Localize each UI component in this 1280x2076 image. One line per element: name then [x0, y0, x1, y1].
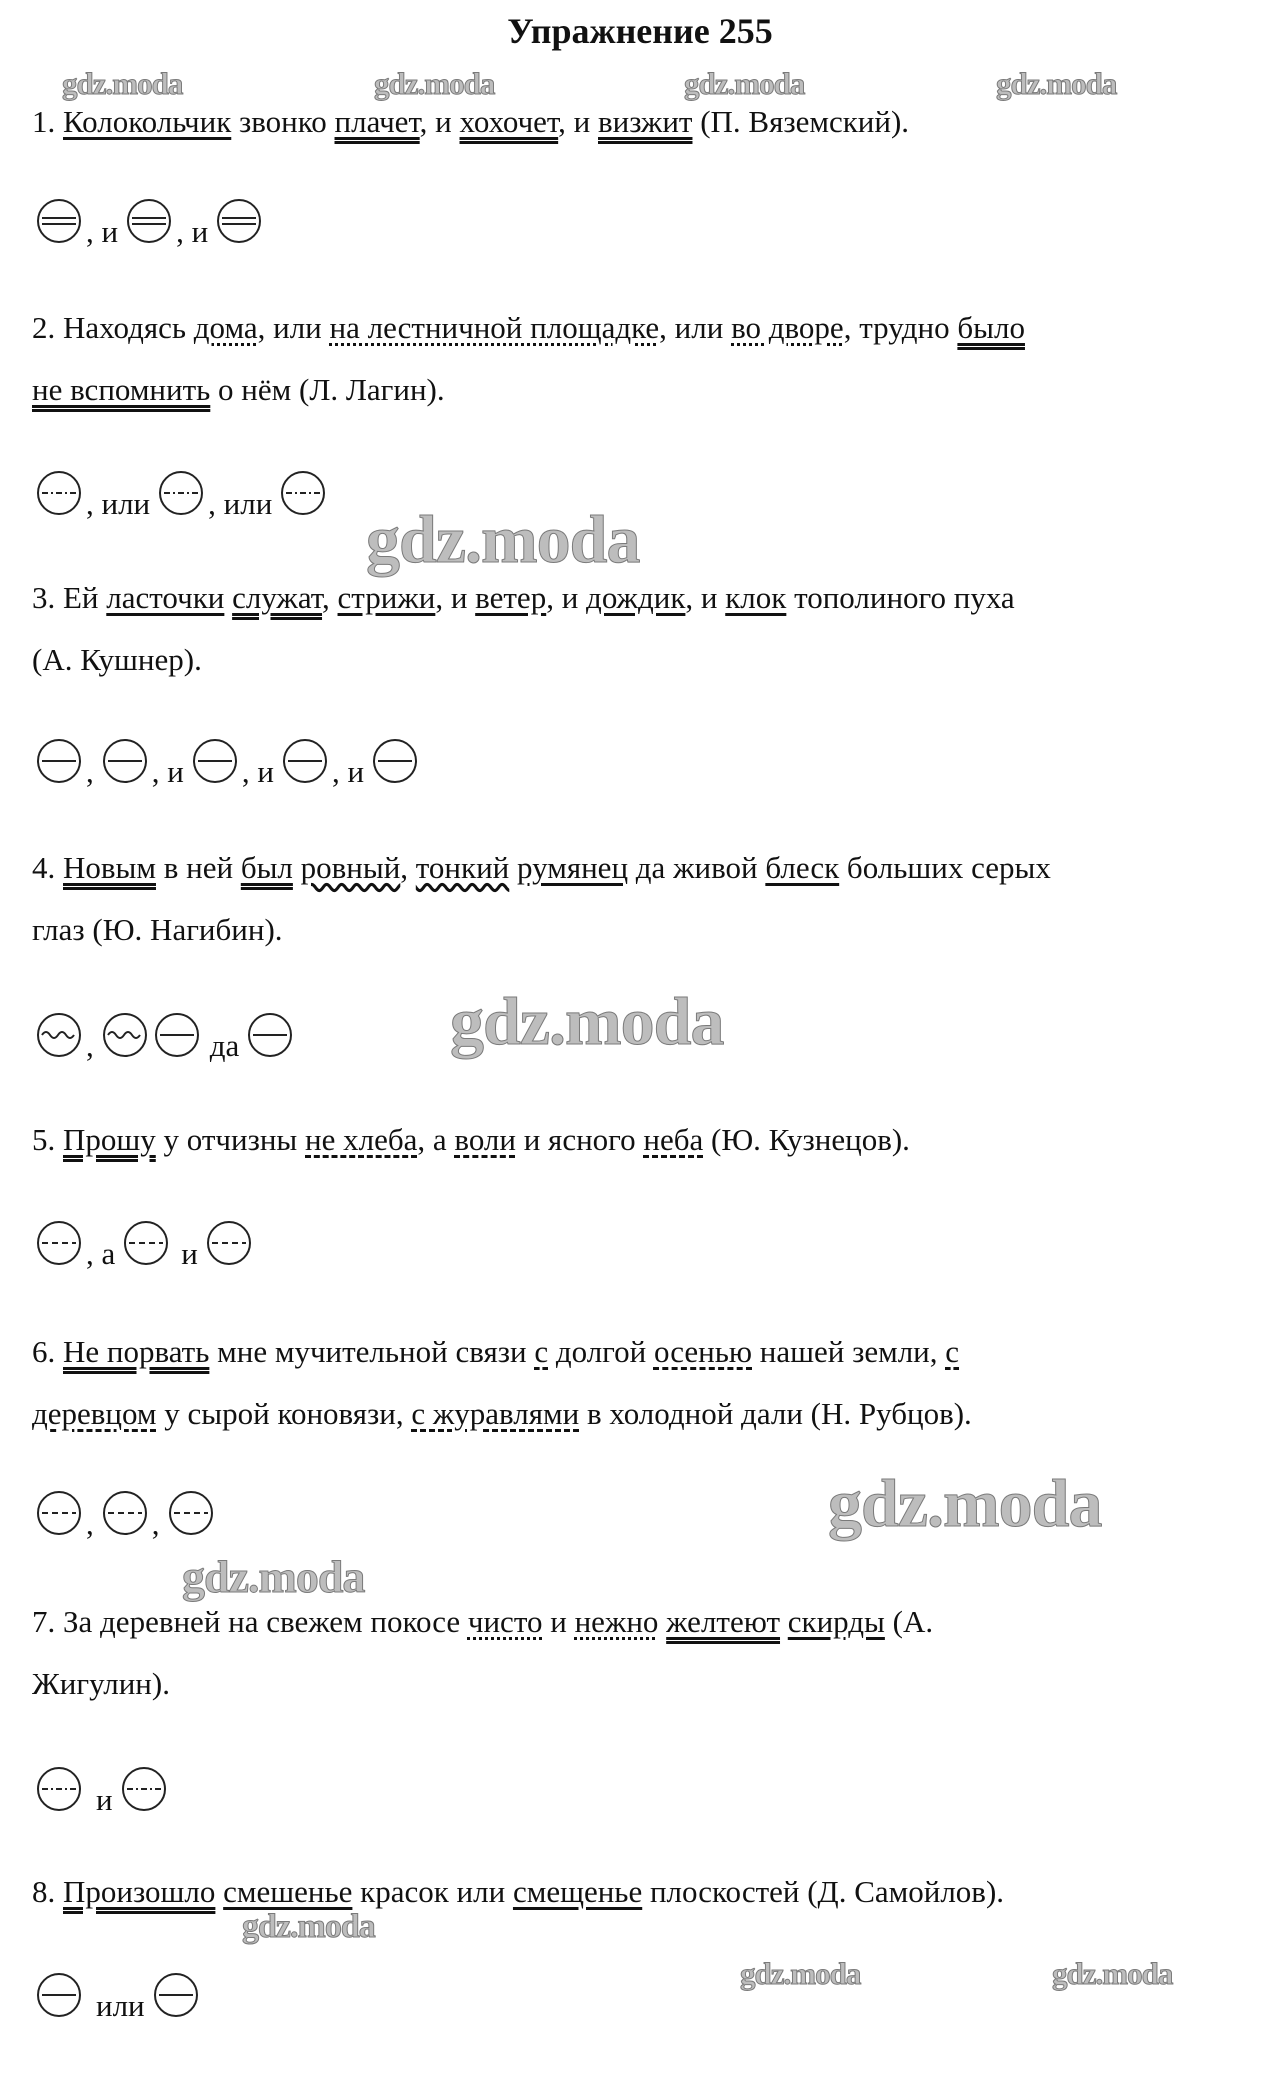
scheme-2: , или , или	[36, 470, 326, 516]
predicate: хохочет	[459, 104, 559, 139]
object: деревцом	[32, 1396, 157, 1431]
subject: блеск	[765, 850, 840, 885]
scheme-8: или	[36, 1972, 199, 2018]
predicate: было	[957, 310, 1025, 345]
watermark: gdz.moda	[366, 501, 640, 577]
attribute: ровный	[300, 850, 401, 885]
circle-dashed-icon	[36, 1220, 82, 1266]
object: с журавлями	[411, 1396, 580, 1431]
scheme-6: , ,	[36, 1490, 214, 1536]
adverbial: во дворе	[731, 310, 844, 345]
sentence-2: 2. Находясь дома, или на лестничной площадке, или во дворе, трудно было	[32, 310, 1025, 345]
subject: стрижи	[337, 580, 436, 615]
watermark: gdz.moda	[450, 983, 724, 1059]
sentence-2-line-2: не вспомнить о нём (Л. Лагин).	[32, 372, 445, 407]
subject: смешенье	[223, 1874, 353, 1909]
subject: ласточки	[106, 580, 225, 615]
circle-single-icon	[192, 738, 238, 784]
circle-dash-dot-icon	[36, 1766, 82, 1812]
circle-wavy-icon	[36, 1012, 82, 1058]
circle-single-icon	[153, 1972, 199, 2018]
object: воли	[454, 1122, 516, 1157]
sentence-4-line-2: глаз (Ю. Нагибин).	[32, 912, 283, 947]
sentence-5: 5. Прошу у отчизны не хлеба, а воли и ясного неба (Ю. Кузнецов).	[32, 1122, 910, 1157]
scheme-1: , и , и	[36, 198, 262, 244]
circle-dashed-icon	[123, 1220, 169, 1266]
predicate: был	[240, 850, 293, 885]
circle-single-icon	[102, 738, 148, 784]
circle-double-icon	[36, 198, 82, 244]
predicate: Новым	[63, 850, 156, 885]
subject: смещенье	[512, 1874, 643, 1909]
circle-single-icon	[36, 738, 82, 784]
predicate: желтеют	[666, 1604, 781, 1639]
circle-single-icon	[372, 738, 418, 784]
sentence-1: 1. Колокольчик звонко плачет, и хохочет, и визжит (П. Вяземский).	[32, 104, 910, 139]
predicate: визжит	[598, 104, 693, 139]
sentence-6: 6. Не порвать мне мучительной связи с долгой осенью нашей земли, с	[32, 1334, 960, 1369]
subject: скирды	[787, 1604, 885, 1639]
predicate: Прошу	[63, 1122, 156, 1157]
adverbial: чисто	[467, 1604, 543, 1639]
object: с	[945, 1334, 960, 1369]
subject: Колокольчик	[63, 104, 232, 139]
object: с	[534, 1334, 549, 1369]
predicate: плачет	[334, 104, 420, 139]
sentence-3-line-2: (А. Кушнер).	[32, 642, 202, 677]
watermark: gdz.moda	[828, 1465, 1102, 1541]
watermark: gdz.moda	[1052, 1956, 1173, 1991]
circle-dash-dot-icon	[158, 470, 204, 516]
predicate: Не порвать	[63, 1334, 210, 1369]
predicate: не вспомнить	[32, 372, 211, 407]
circle-dash-dot-icon	[36, 470, 82, 516]
object: неба	[643, 1122, 704, 1157]
scheme-3: , , и , и , и	[36, 738, 418, 784]
predicate: служат	[232, 580, 323, 615]
scheme-5: , а и	[36, 1220, 252, 1266]
circle-dashed-icon	[102, 1490, 148, 1536]
scheme-7: и	[36, 1766, 167, 1812]
sentence-7: 7. За деревней на свежем покосе чисто и нежно желтеют скирды (А.	[32, 1604, 934, 1639]
circle-dashed-icon	[168, 1490, 214, 1536]
circle-dashed-icon	[206, 1220, 252, 1266]
object: осенью	[653, 1334, 753, 1369]
sentence-6-line-2: деревцом у сырой коновязи, с журавлями в холодной дали (Н. Рубцов).	[32, 1396, 972, 1431]
circle-double-icon	[216, 198, 262, 244]
circle-dash-dot-icon	[121, 1766, 167, 1812]
subject: ветер	[475, 580, 547, 615]
circle-single-icon	[36, 1972, 82, 2018]
adverbial: на лестничной площадке	[329, 310, 660, 345]
subject: дождик	[586, 580, 686, 615]
circle-wavy-icon	[102, 1012, 148, 1058]
predicate: Произошло	[63, 1874, 216, 1909]
circle-single-icon	[154, 1012, 200, 1058]
watermark: gdz.moda	[374, 66, 495, 101]
watermark: gdz.moda	[996, 66, 1117, 101]
circle-single-icon	[247, 1012, 293, 1058]
watermark: gdz.moda	[62, 66, 183, 101]
subject: румянец	[517, 850, 629, 885]
adverbial: нежно	[574, 1604, 659, 1639]
watermark: gdz.moda	[182, 1551, 365, 1602]
watermark: gdz.moda	[740, 1956, 861, 1991]
sentence-8: 8. Произошло смешенье красок или смещенье плоскостей (Д. Самойлов).	[32, 1874, 1005, 1909]
circle-double-icon	[126, 198, 172, 244]
sentence-4: 4. Новым в ней был ровный, тонкий румянец да живой блеск больших серых	[32, 850, 1051, 885]
watermark: gdz.moda	[242, 1908, 375, 1945]
circle-dashed-icon	[36, 1490, 82, 1536]
attribute: тонкий	[415, 850, 510, 885]
subject: клок	[725, 580, 787, 615]
scheme-4: , да	[36, 1012, 293, 1058]
circle-dash-dot-icon	[280, 470, 326, 516]
circle-single-icon	[282, 738, 328, 784]
object: не хлеба	[305, 1122, 418, 1157]
adverbial: дома	[193, 310, 258, 345]
watermark: gdz.moda	[684, 66, 805, 101]
exercise-title: Упражнение 255	[507, 11, 773, 51]
sentence-3: 3. Ей ласточки служат, стрижи, и ветер, и дождик, и клок тополиного пуха	[32, 580, 1015, 615]
sentence-7-line-2: Жигулин).	[32, 1666, 170, 1701]
